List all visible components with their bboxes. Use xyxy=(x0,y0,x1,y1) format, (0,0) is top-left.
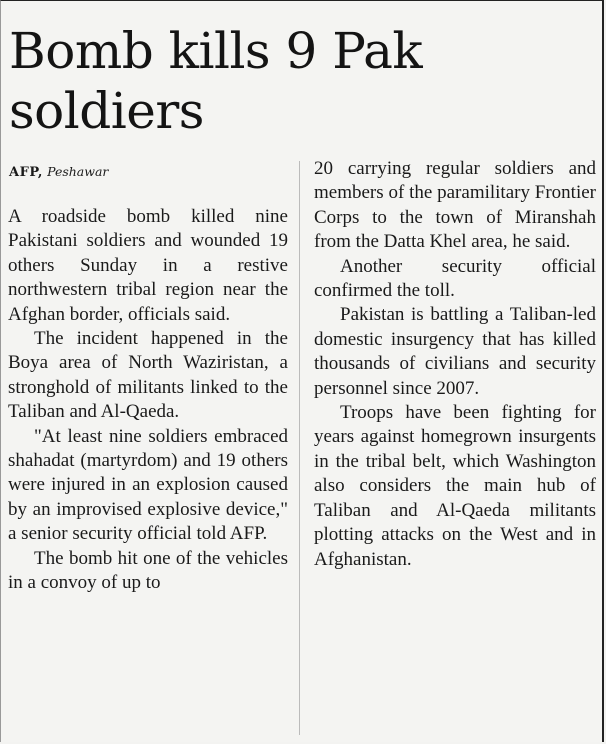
paragraph: 20 carrying regular soldiers and members of the paramilitary Frontier Corps to the town of Miranshah from the Datta Khel area, he said. xyxy=(314,158,596,253)
paragraph: A roadside bomb killed nine Pakistani soldiers and wounded 19 others Sunday in a restive northwestern tribal region near the Afghan border, officials said. xyxy=(8,206,288,325)
column-divider xyxy=(299,161,300,735)
paragraph: Pakistan is battling a Taliban-led domestic insurgency that has killed thousands of civilians and security personnel since 2007. xyxy=(314,304,596,399)
left-column xyxy=(8,205,288,596)
byline-place: Peshawar xyxy=(47,164,109,179)
right-column xyxy=(314,157,596,572)
byline xyxy=(9,163,108,182)
headline: Bomb kills 9 Pak soldiers xyxy=(9,22,423,140)
paragraph: "At least nine soldiers embraced shahadat (martyrdom) and 19 others were injured in an explosion caused by an improvised explosive device," a senior security official told AFP. xyxy=(8,425,288,545)
paragraph: Another security official confirmed the toll. xyxy=(314,255,596,302)
byline-agency: AFP, xyxy=(9,165,43,180)
paragraph: Troops have been fighting for years against homegrown insurgents in the tribal belt, which Washington also considers the main hub of Taliban and Al-Qaeda militants plotting attacks on the West and in Afghanistan. xyxy=(314,402,596,570)
paragraph: The incident happened in the Boya area of North Waziristan, a stronghold of militants linked to the Taliban and Al-Qaeda. xyxy=(8,328,288,423)
paragraph: The bomb hit one of the vehicles in a convoy of up to xyxy=(8,547,288,594)
